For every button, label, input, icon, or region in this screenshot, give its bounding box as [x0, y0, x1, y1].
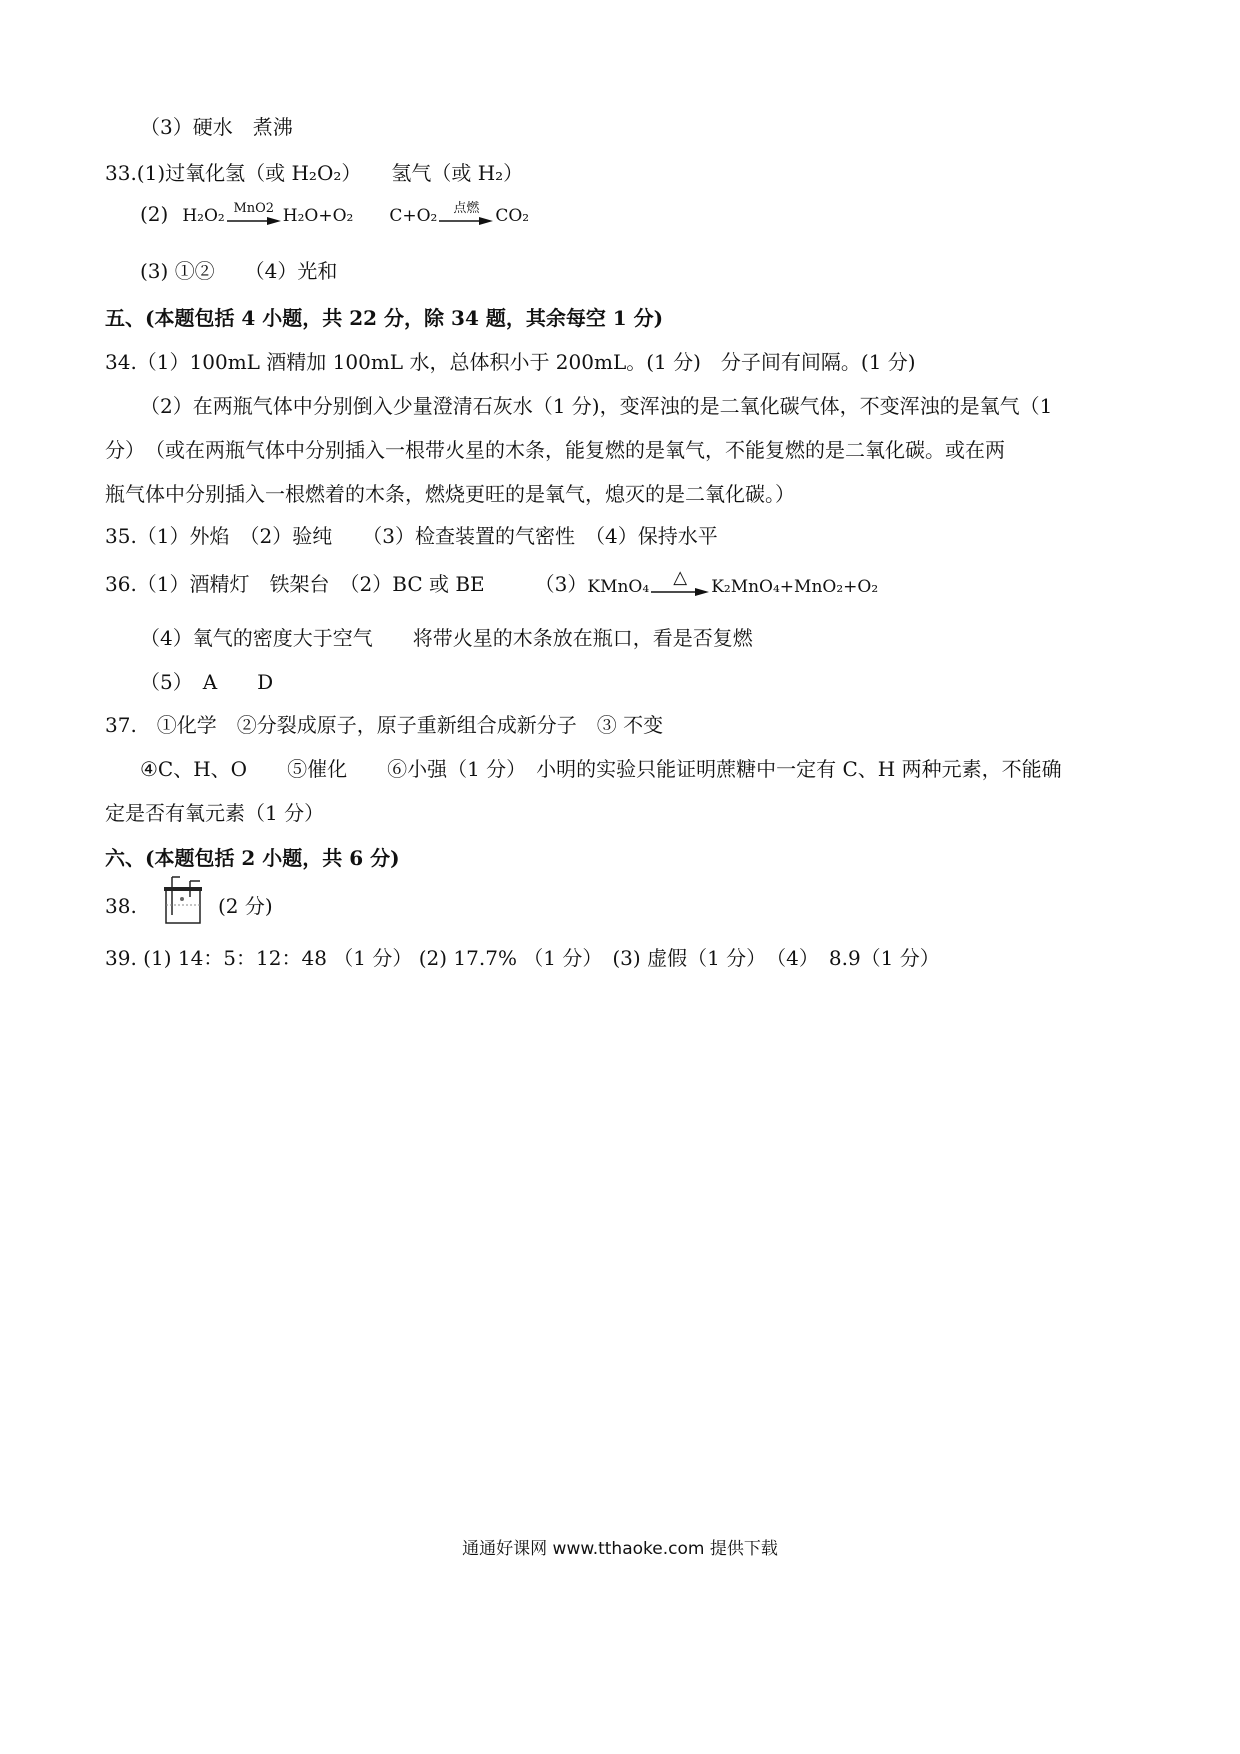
reaction-2-arrow — [439, 202, 493, 226]
reaction-3-arrow — [651, 569, 709, 597]
reaction-2-product: CO₂ — [495, 206, 530, 226]
answer-36-1-label: 36.（1）酒精灯 铁架台 （2）BC 或 BE （3） — [105, 572, 588, 596]
answer-33-2-label: (2) — [140, 202, 169, 226]
answer-34-1: 34.（1）100mL 酒精加 100mL 水，总体积小于 200mL。(1 分) 分子间有间隔。(1 分) — [105, 350, 916, 374]
reaction-2-reactant: C+O₂ — [389, 206, 438, 226]
answer-36-1 — [105, 568, 878, 597]
answer-34-2a: （2）在两瓶气体中分别倒入少量澄清石灰水（1 分)，变浑浊的是二氧化碳气体，不变浑浊的是氧气（1 — [140, 394, 1053, 418]
answer-32-3: （3）硬水 煮沸 — [140, 115, 293, 139]
answer-33-2 — [140, 202, 529, 226]
gas-collection-apparatus-diagram — [160, 875, 208, 925]
answer-37-c: 定是否有氧元素（1 分） — [105, 801, 325, 825]
reaction-1-arrow — [227, 202, 281, 226]
section-five-heading: 五、(本题包括 4 小题，共 22 分，除 34 题，其余每空 1 分) — [105, 306, 664, 330]
reaction-3-condition: △ — [673, 567, 688, 588]
section-six-heading: 六、(本题包括 2 小题，共 6 分) — [105, 846, 400, 870]
answer-33-1: 33.(1)过氧化氢（或 H₂O₂） 氢气（或 H₂） — [105, 161, 524, 185]
answer-33-3: (3) ①② （4）光和 — [140, 259, 338, 283]
reaction-3-reactant: KMnO₄ — [587, 577, 650, 597]
reaction-1-reactant: H₂O₂ — [182, 206, 225, 226]
reaction-3-product: K₂MnO₄+MnO₂+O₂ — [711, 577, 879, 597]
answer-34-2c: 瓶气体中分别插入一根燃着的木条，燃烧更旺的是氧气，熄灭的是二氧化碳。） — [105, 482, 795, 506]
answer-36-5: （5） A D — [140, 670, 274, 694]
answer-39: 39. (1) 14：5：12：48 （1 分） (2) 17.7% （1 分） (3) 虚假（1 分） （4） 8.9（1 分） — [105, 946, 940, 970]
reaction-1-condition: MnO2 — [233, 201, 275, 216]
answer-38-score: (2 分) — [218, 894, 273, 918]
answer-37-b: ④C、H、O ⑤催化 ⑥小强（1 分） 小明的实验只能证明蔗糖中一定有 C、H 两种元素，不能确 — [140, 757, 1062, 781]
answer-38-label: 38. — [105, 894, 137, 918]
reaction-1-product: H₂O+O₂ — [282, 206, 354, 226]
page-footer: 通通好课网 www.tthaoke.com 提供下载 — [462, 1539, 778, 1559]
reaction-2-condition: 点燃 — [453, 201, 480, 216]
answer-37-a: 37. ①化学 ②分裂成原子，原子重新组合成新分子 ③ 不变 — [105, 713, 664, 737]
answer-35: 35.（1）外焰 （2）验纯 （3）检查装置的气密性 （4）保持水平 — [105, 524, 718, 548]
answer-34-2b: 分） （或在两瓶气体中分别插入一根带火星的木条，能复燃的是氧气，不能复燃的是二氧化碳。或在两 — [105, 438, 1005, 462]
answer-36-4: （4）氧气的密度大于空气 将带火星的木条放在瓶口，看是否复燃 — [140, 626, 753, 650]
